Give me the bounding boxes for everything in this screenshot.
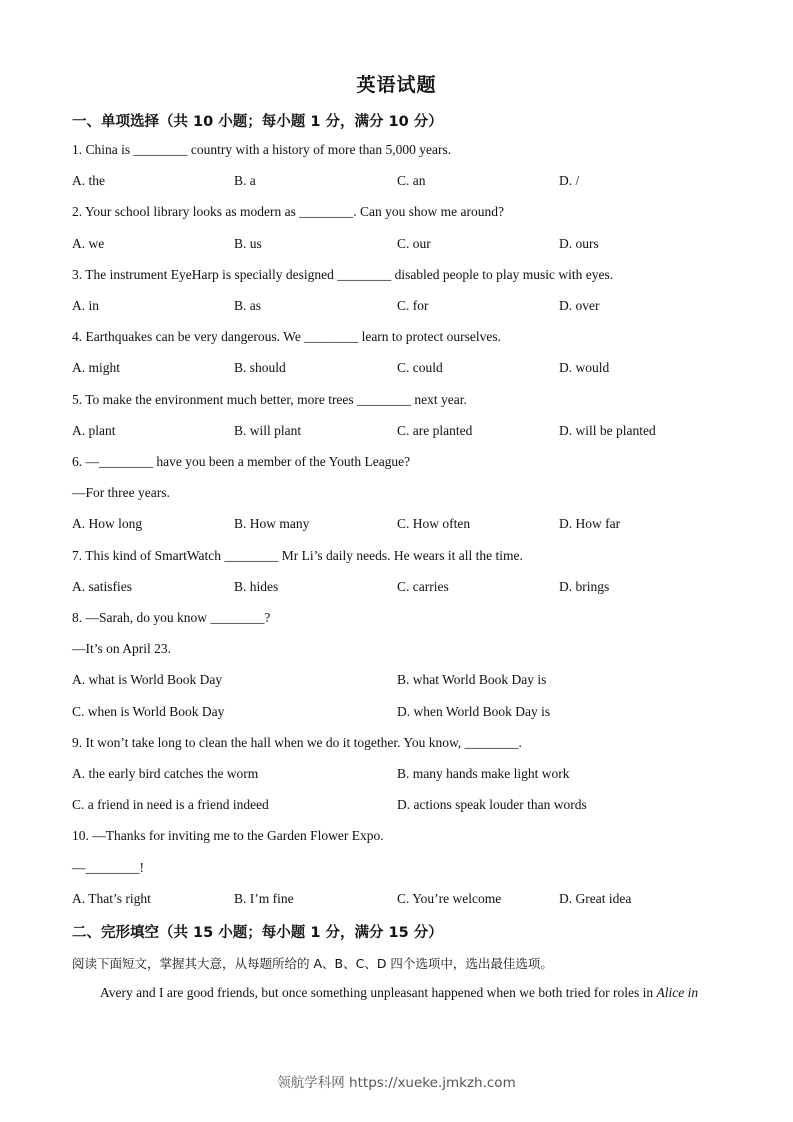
option-c: C. for — [397, 298, 429, 313]
option-c: C. an — [397, 173, 426, 188]
option-c: C. carries — [397, 579, 449, 594]
option-b: B. I’m fine — [234, 891, 294, 906]
option-a: A. might — [72, 360, 121, 375]
option-c: C. How often — [397, 516, 471, 531]
option-a: A. That’s right — [72, 891, 151, 906]
passage-italic-title: Alice in — [656, 985, 699, 1000]
option-b: B. How many — [234, 516, 310, 531]
question-stem: 7. This kind of SmartWatch ________ Mr Li’s daily needs. He wears it all the time. — [72, 548, 523, 563]
option-b: B. hides — [234, 579, 279, 594]
option-d: D. Great idea — [559, 891, 632, 906]
option-a: A. we — [72, 236, 105, 251]
option-b: B. as — [234, 298, 261, 313]
option-d: D. when World Book Day is — [397, 704, 551, 719]
option-b: B. will plant — [234, 423, 302, 438]
option-c: C. when is World Book Day — [72, 704, 225, 719]
option-c: C. our — [397, 236, 431, 251]
question-stem: 10. —Thanks for inviting me to the Garden Flower Expo. — [72, 828, 384, 843]
option-d: D. would — [559, 360, 610, 375]
option-b: B. a — [234, 173, 256, 188]
option-c: C. are planted — [397, 423, 473, 438]
option-b: B. many hands make light work — [397, 766, 570, 781]
page-title: 英语试题 — [356, 74, 437, 96]
question-stem: 8. —Sarah, do you know ________? — [72, 610, 271, 625]
option-c: C. You’re welcome — [397, 891, 502, 906]
option-d: D. over — [559, 298, 600, 313]
option-a: A. what is World Book Day — [72, 672, 223, 687]
option-a: A. satisfies — [72, 579, 132, 594]
option-c: C. a friend in need is a friend indeed — [72, 797, 269, 812]
section-1-heading: 一、单项选择（共 10 小题；每小题 1 分，满分 10 分） — [72, 114, 443, 130]
option-a: A. the — [72, 173, 105, 188]
question-stem: 6. —________ have you been a member of the Youth League? — [72, 454, 411, 469]
question-response: —________! — [72, 860, 144, 875]
question-stem: 2. Your school library looks as modern as ________. Can you show me around? — [72, 204, 504, 219]
option-c: C. could — [397, 360, 443, 375]
section-2-heading: 二、完形填空（共 15 小题；每小题 1 分，满分 15 分） — [72, 925, 443, 941]
option-d: D. ours — [559, 236, 599, 251]
section-2-instruction: 阅读下面短文，掌握其大意，从每题所给的 A、B、C、D 四个选项中，选出最佳选项。 — [72, 956, 553, 971]
question-stem: 5. To make the environment much better, more trees ________ next year. — [72, 392, 467, 407]
option-d: D. / — [559, 173, 580, 188]
question-response: —For three years. — [72, 485, 170, 500]
question-stem: 9. It won’t take long to clean the hall when we do it together. You know, ________. — [72, 735, 522, 750]
option-b: B. should — [234, 360, 286, 375]
passage-paragraph — [100, 985, 698, 1001]
option-a: A. plant — [72, 423, 116, 438]
option-d: D. brings — [559, 579, 610, 594]
option-d: D. will be planted — [559, 423, 656, 438]
footer-watermark: 领航学科网 https://xueke.jmkzh.com — [277, 1075, 516, 1091]
question-stem: 4. Earthquakes can be very dangerous. We ________ learn to protect ourselves. — [72, 329, 502, 344]
passage-text: Avery and I are good friends, but once something unpleasant happened when we both tried for roles in — [100, 985, 657, 1000]
option-b: B. us — [234, 236, 262, 251]
question-stem: 1. China is ________ country with a history of more than 5,000 years. — [72, 142, 452, 157]
option-d: D. How far — [559, 516, 621, 531]
option-d: D. actions speak louder than words — [397, 797, 587, 812]
question-response: —It’s on April 23. — [72, 641, 172, 656]
question-stem: 3. The instrument EyeHarp is specially designed ________ disabled people to play music with eyes. — [72, 267, 614, 282]
option-a: A. the early bird catches the worm — [72, 766, 259, 781]
option-b: B. what World Book Day is — [397, 672, 547, 687]
option-a: A. How long — [72, 516, 143, 531]
option-a: A. in — [72, 298, 99, 313]
